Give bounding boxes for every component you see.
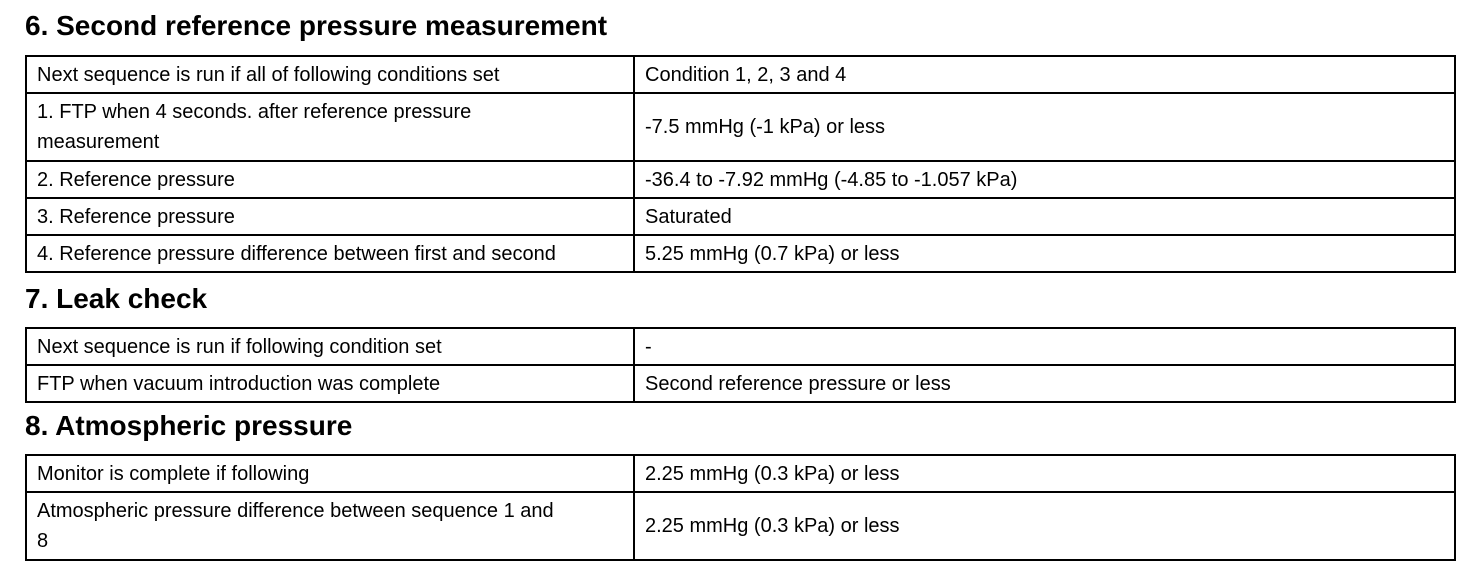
condition-label: 1. FTP when 4 seconds. after reference pressure measurement [26, 93, 634, 161]
condition-value: 2.25 mmHg (0.3 kPa) or less [634, 455, 1455, 492]
table-row [26, 161, 1455, 198]
condition-label: FTP when vacuum introduction was complete [26, 365, 634, 402]
table-row [26, 56, 1455, 93]
condition-value: Second reference pressure or less [634, 365, 1455, 402]
atmospheric-pressure-table [25, 454, 1456, 561]
condition-label: 3. Reference pressure [26, 198, 634, 235]
condition-label: Atmospheric pressure difference between sequence 1 and 8 [26, 492, 634, 560]
condition-label: Next sequence is run if following condition set [26, 328, 634, 365]
table-row [26, 93, 1455, 161]
condition-label: Next sequence is run if all of following conditions set [26, 56, 634, 93]
condition-value: 5.25 mmHg (0.7 kPa) or less [634, 235, 1455, 272]
section-title-second-reference-pressure: 6. Second reference pressure measurement [25, 10, 608, 41]
section-title-atmospheric-pressure: 8. Atmospheric pressure [25, 410, 353, 441]
table-row [26, 198, 1455, 235]
condition-label: Monitor is complete if following [26, 455, 634, 492]
condition-value: Saturated [634, 198, 1455, 235]
table-row [26, 328, 1455, 365]
table-row [26, 492, 1455, 560]
condition-value: -7.5 mmHg (-1 kPa) or less [634, 93, 1455, 161]
table-row [26, 365, 1455, 402]
condition-value: -36.4 to -7.92 mmHg (-4.85 to -1.057 kPa) [634, 161, 1455, 198]
condition-value: Condition 1, 2, 3 and 4 [634, 56, 1455, 93]
table-row [26, 235, 1455, 272]
condition-value: - [634, 328, 1455, 365]
section-title-leak-check: 7. Leak check [25, 283, 208, 314]
condition-label: 2. Reference pressure [26, 161, 634, 198]
second-reference-pressure-table [25, 55, 1456, 273]
table-row [26, 455, 1455, 492]
condition-value: 2.25 mmHg (0.3 kPa) or less [634, 492, 1455, 560]
leak-check-table [25, 327, 1456, 403]
condition-label: 4. Reference pressure difference between first and second [26, 235, 634, 272]
